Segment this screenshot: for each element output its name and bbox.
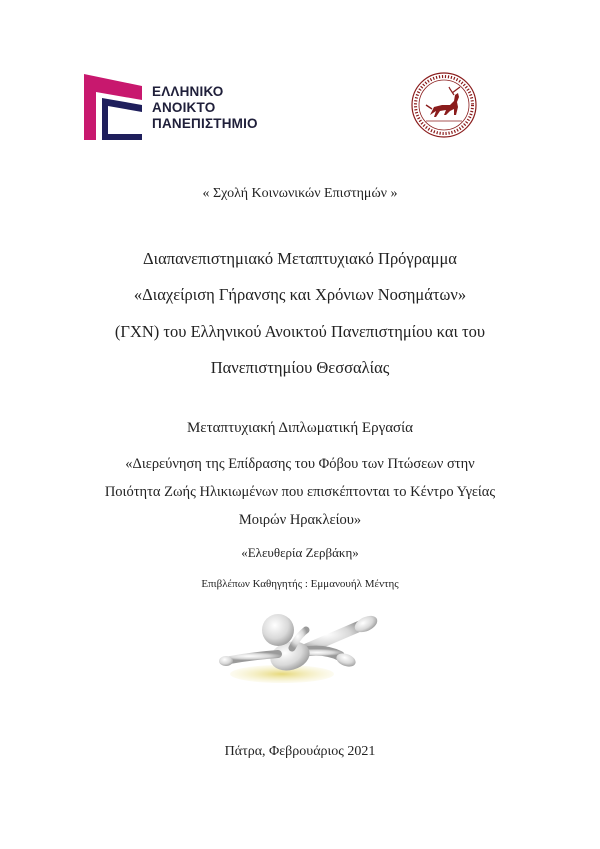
falling-figure-icon: [212, 608, 408, 686]
eap-logo-icon: [82, 72, 148, 140]
centaur-seal-icon: [392, 71, 496, 139]
program-line-1: Διαπανεπιστημιακό Μεταπτυχιακό Πρόγραμμα: [143, 249, 457, 268]
university-logo: [82, 72, 272, 140]
program-line-3: (ΓΧΝ) του Ελληνικού Ανοικτού Πανεπιστημίου και του: [114, 322, 486, 341]
school-name: « Σχολή Κοινωνικών Επιστημών »: [202, 186, 398, 201]
logo-line-2: ΑΝΟΙΚΤΟ: [152, 100, 216, 115]
supervisor: Επιβλέπων Καθηγητής : Εμμανουήλ Μέντης: [201, 578, 399, 590]
logo-line-3: ΠΑΝΕΠΙΣΤΗΜΙΟ: [152, 116, 258, 131]
university-logo-text: [152, 84, 258, 132]
author-name: «Ελευθερία Ζερβάκη»: [241, 545, 359, 560]
place-and-date: Πάτρα, Φεβρουάριος 2021: [224, 744, 376, 759]
program-line-2: «Διαχείριση Γήρανσης και Χρόνιων Νοσημάτων»: [133, 285, 467, 304]
thesis-type: Μεταπτυχιακή Διπλωματική Εργασία: [186, 420, 414, 436]
falling-figure-illustration: [212, 608, 408, 686]
thesis-title-line-3: Μοιρών Ηρακλείου»: [238, 512, 362, 528]
logo-line-1: ΕΛΛΗΝΙΚΟ: [152, 84, 224, 99]
thesis-title-line-2: Ποιότητα Ζωής Ηλικιωμένων που επισκέπτονται το Κέντρο Υγείας: [104, 484, 496, 500]
university-seal: [392, 71, 496, 139]
thesis-title-line-1: «Διερεύνηση της Επίδρασης του Φόβου των Πτώσεων στην: [125, 456, 475, 472]
program-line-4: Πανεπιστημίου Θεσσαλίας: [210, 358, 390, 377]
